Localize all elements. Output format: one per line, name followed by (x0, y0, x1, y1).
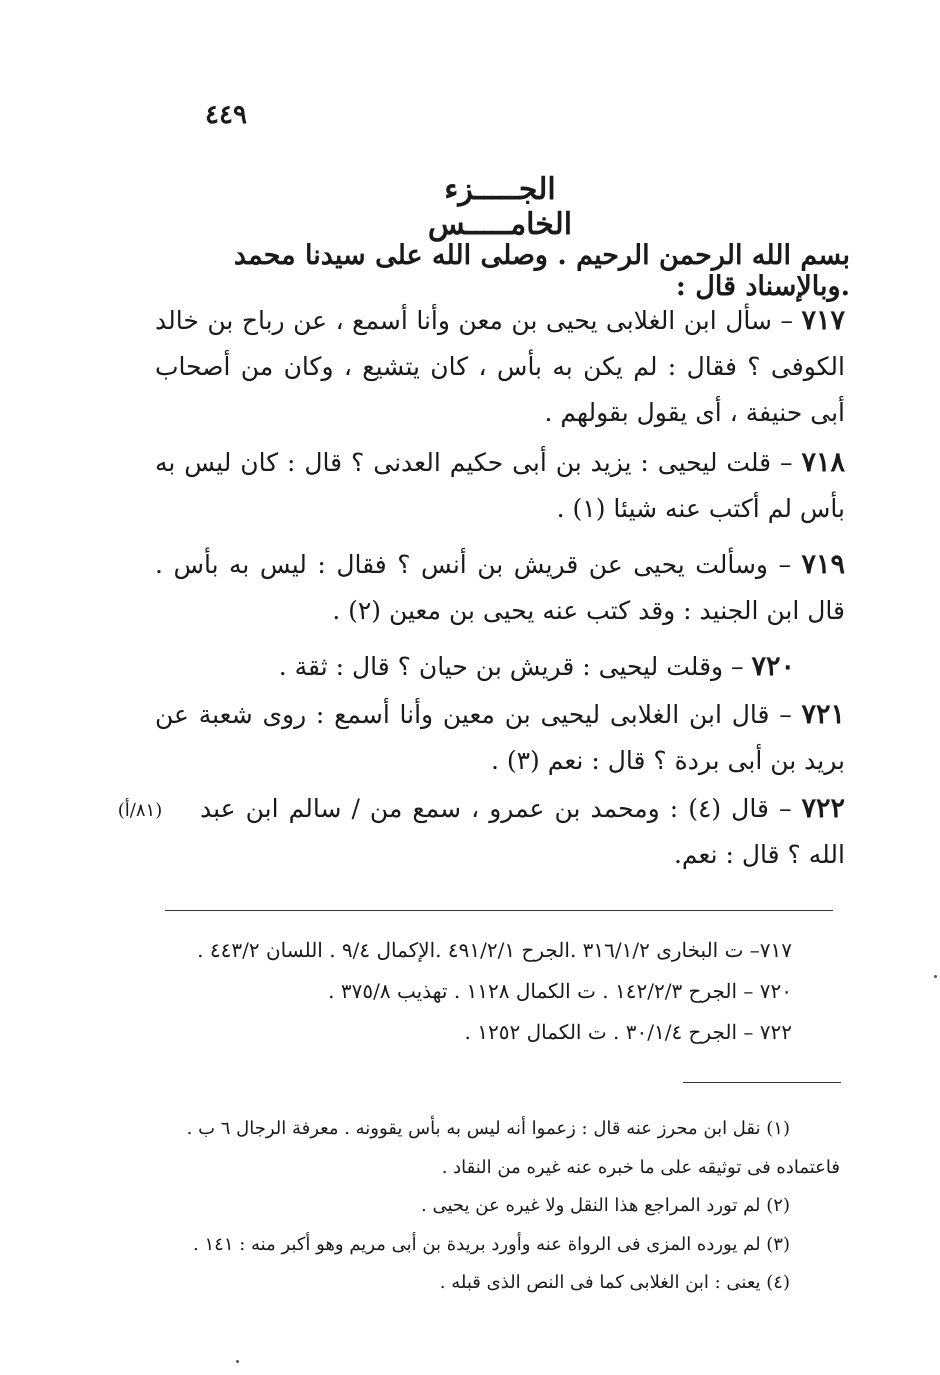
footnotes-block (150, 1110, 840, 1303)
footnote-divider (683, 1082, 841, 1083)
entry-text: – قال ابن الغلابى ليحيى بن معين وأنا أسمع : روى شعبة عن بريد بن أبى بردة ؟ قال : نعم (٣) . (155, 700, 845, 775)
entry-720 (155, 644, 795, 690)
footnote: (٤) يعنى : ابن الغلابى كما فى النص الذى قبله . (439, 1272, 790, 1293)
entry-text: – قلت ليحيى : يزيد بن أبى حكيم العدنى ؟ قال : كان ليس به بأس لم أكتب عنه شيئا (١) . (155, 448, 845, 523)
entry-text: – وسألت يحيى عن قريش بن أنس ؟ فقال : ليس به بأس . قال ابن الجنيد : وقد كتب عنه يحيى بن معين (٢) . (155, 550, 845, 625)
entry-number: ٧١٧ (801, 305, 845, 336)
entry-719 (155, 542, 845, 634)
references-block (160, 930, 792, 1053)
basmala-line: بسم الله الرحمن الرحيم . وصلى الله على سيدنا محمد .وبالإسناد قال : (233, 240, 850, 302)
footnote-continuation: فاعتماده فى توثيقه على ما خبره عنه غيره من النقاد . (441, 1156, 840, 1178)
footnote: (١) نقل ابن محرز عنه قال : زعموا أنه ليس به بأس يقوونه . معرفة الرجال ٦ ب . (186, 1118, 790, 1139)
entry-number: ٧٢١ (801, 699, 845, 730)
entry-718 (155, 440, 845, 532)
footnote: (٢) لم تورد المراجع هذا النقل ولا غيره عن يحيى . (421, 1195, 790, 1216)
entry-text: – وقلت ليحيى : قريش بن حيان ؟ قال : ثقة . (278, 652, 752, 681)
scan-speck (236, 1360, 239, 1363)
entry-number: ٧١٨ (801, 447, 845, 478)
scan-speck (934, 975, 937, 978)
page-number: ٤٤٩ (205, 100, 247, 130)
entry-number: ٧٢٠ (751, 651, 795, 682)
entry-number: ٧١٩ (801, 549, 845, 580)
divider-rule (165, 910, 833, 911)
reference-line: ٧١٧– ت البخارى ٣١٦/١/٢ .الجرح ٤٩١/٢/١ .الإكمال ٩/٤ . اللسان ٤٤٣/٢ . (197, 938, 792, 962)
entry-722 (200, 786, 845, 878)
entry-number: ٧٢٢ (801, 793, 846, 824)
entry-text: – قال (٤) : ومحمد بن عمرو ، سمع من / سالم ابن عبد الله ؟ قال : نعم. (200, 794, 845, 869)
reference-line: ٧٢٠ – الجرح ١٤٢/٢/٣ . ت الكمال ١١٢٨ . تهذيب ٣٧٥/٨ . (328, 979, 792, 1003)
folio-margin-note: (٨١/أ) (117, 800, 163, 821)
reference-line: ٧٢٢ – الجرح ٣٠/١/٤ . ت الكمال ١٢٥٢ . (464, 1020, 792, 1044)
entry-717 (155, 298, 845, 436)
entry-text: – سأل ابن الغلابى يحيى بن معن وأنا أسمع ، عن رباح بن خالد الكوفى ؟ فقال : لم يكن به بأس ، كان يتشيع ، وكان من أصحاب أبى حنيفة ، أى يقول بقولهم . (155, 306, 845, 427)
part-title: الجـــــزء الخامـــــس (427, 172, 573, 242)
entry-721 (155, 692, 845, 784)
footnote: (٣) لم يورده المزى فى الرواة عنه وأورد بريدة بن أبى مريم وهو أكبر منه : ١٤١ . (193, 1233, 790, 1255)
